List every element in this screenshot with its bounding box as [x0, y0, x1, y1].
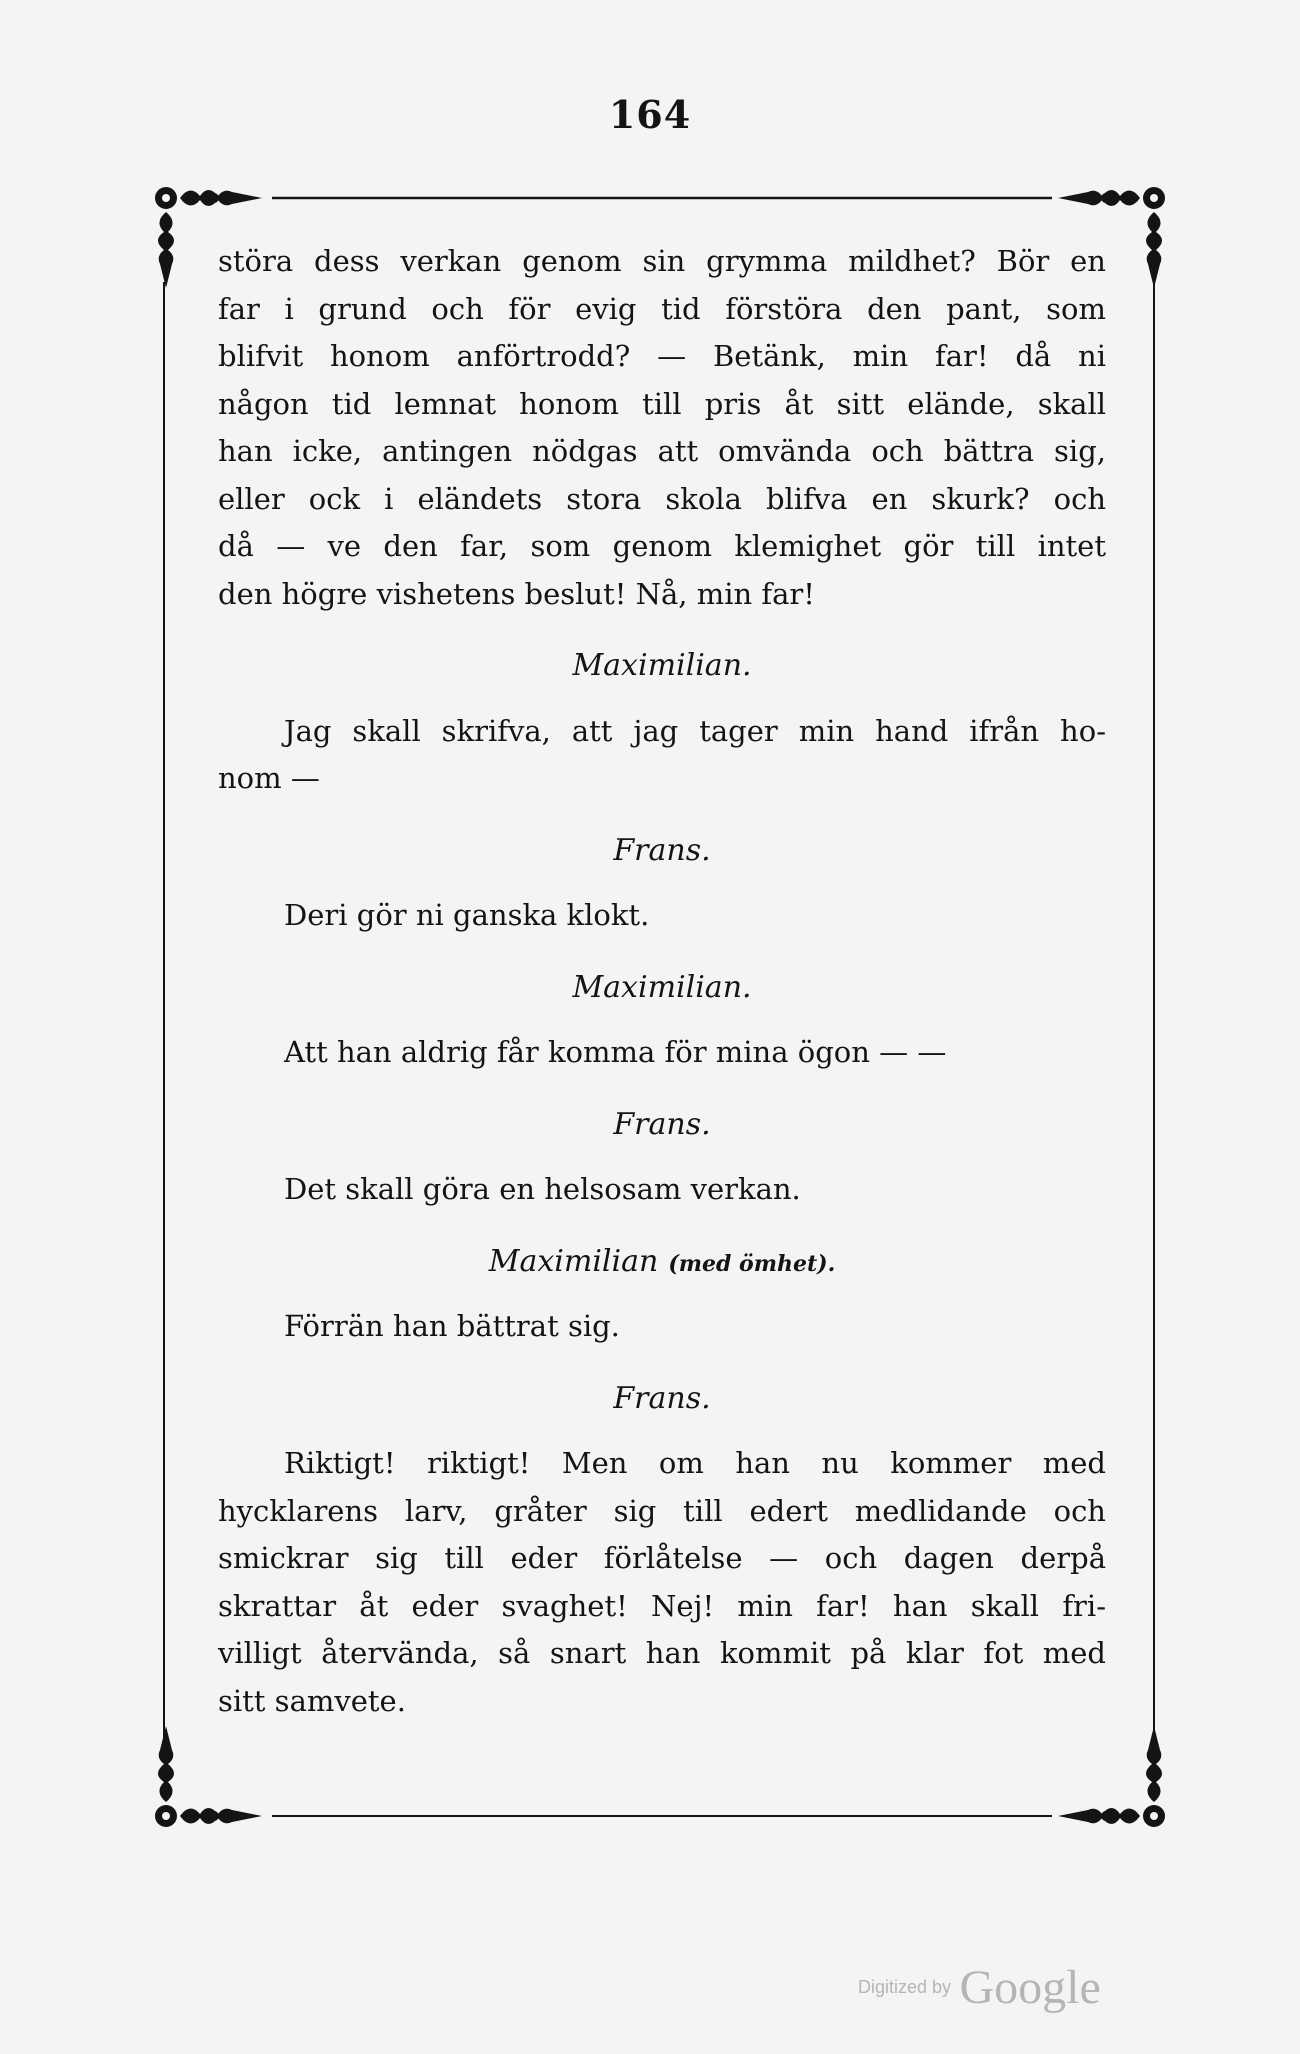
floral-ornament-icon: [1058, 1726, 1165, 1827]
text-line: Det skall göra en helsosam verkan.: [284, 1172, 801, 1206]
paragraph: [218, 1029, 1106, 1077]
text-line: Riktigt! riktigt! Men om han nu kommer med: [284, 1446, 1106, 1480]
text-line: någon tid lemnat honom till pris åt sitt elände, skall: [218, 386, 1106, 421]
paragraph: [218, 1303, 1106, 1351]
text-line: Jag skall skrifva, att jag tager min hand ifrån ho-: [284, 713, 1106, 748]
text-line: smickrar sig till eder förlåtelse — och dagen derpå: [218, 1541, 1106, 1575]
text-line: störa dess verkan genom sin grymma mildhet? Bör en: [218, 244, 1106, 278]
watermark-prefix: Digitized by: [858, 1977, 952, 1997]
page-text: [218, 238, 1106, 1725]
text-line: skrattar åt eder svaghet! Nej! min far! han skall fri-: [218, 1588, 1106, 1623]
speaker-heading: [218, 1375, 1106, 1423]
text-line: Deri gör ni ganska klokt.: [284, 898, 650, 932]
text-line: villigt återvända, så snart han kommit på klar fot med: [218, 1636, 1106, 1670]
speaker-name: Maximilian.: [572, 969, 752, 1005]
floral-ornament-icon: [155, 1726, 262, 1827]
speaker-heading: [218, 1101, 1106, 1149]
text-line: far i grund och för evig tid förstöra den pant, som: [218, 291, 1106, 326]
speaker-heading: [218, 1238, 1106, 1286]
text-line: Att han aldrig får komma för mina ögon — —: [284, 1035, 947, 1069]
text-line: nom —: [218, 761, 320, 795]
text-line: Förrän han bättrat sig.: [284, 1309, 620, 1343]
text-line: sitt samvete.: [218, 1683, 406, 1718]
speaker-name: Frans.: [613, 1380, 711, 1416]
speaker-name: Maximilian.: [572, 648, 752, 683]
stage-direction: (med ömhet).: [668, 1250, 836, 1277]
paragraph: [218, 1166, 1106, 1214]
text-line: då — ve den far, som genom klemighet gör till intet: [218, 529, 1106, 563]
text-line: hycklarens larv, gråter sig till edert medlidande och: [218, 1493, 1106, 1528]
speaker-name: Maximilian: [488, 1243, 659, 1279]
text-line: eller ock i eländets stora skola blifva en skurk? och: [218, 481, 1106, 516]
page-number: 164: [608, 92, 692, 137]
speaker-name: Frans.: [613, 1106, 711, 1142]
speaker-name: Frans.: [613, 832, 711, 868]
speaker-heading: [218, 642, 1106, 690]
watermark-brand: Google: [959, 1961, 1101, 2014]
paragraph: [218, 238, 1106, 618]
digitized-watermark: [858, 1960, 1101, 2015]
paragraph: [218, 1440, 1106, 1725]
speaker-heading: [218, 964, 1106, 1012]
paragraph: [218, 892, 1106, 940]
text-line: han icke, antingen nödgas att omvända och bättra sig,: [218, 434, 1106, 468]
text-line: den högre vishetens beslut! Nå, min far!: [218, 576, 815, 611]
speaker-heading: [218, 827, 1106, 875]
text-line: blifvit honom anförtrodd? — Betänk, min far! då ni: [218, 339, 1106, 373]
paragraph: [218, 708, 1106, 803]
